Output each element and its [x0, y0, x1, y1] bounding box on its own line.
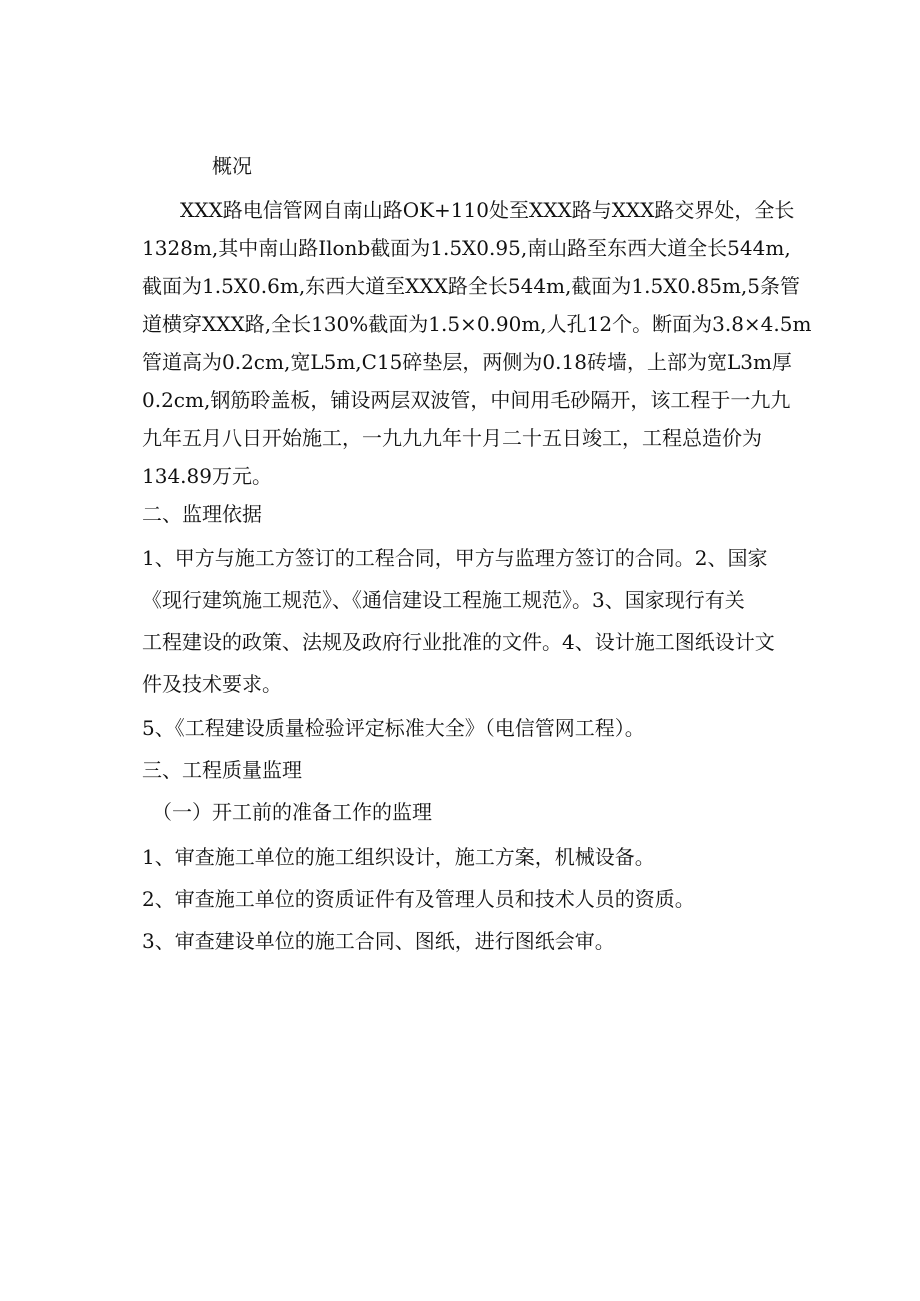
section2-line: 工程建设的政策、法规及政府行业批准的文件。4、设计施工图纸设计文 — [142, 630, 775, 654]
overview-line: XXX路电信管网自南山路OK+110处至XXX路与XXX路交界处，全长 — [180, 198, 795, 222]
overview-line: 九年五月八日开始施工，一九九九年十月二十五日竣工，工程总造价为 — [142, 426, 762, 450]
overview-title: 概况 — [212, 154, 252, 178]
section3-sub-heading: （一）开工前的准备工作的监理 — [152, 800, 432, 824]
section3-item: 1、审查施工单位的施工组织设计，施工方案，机械设备。 — [142, 845, 655, 869]
section2-line: 1、甲方与施工方签订的工程合同，甲方与监理方签订的合同。2、国家 — [142, 546, 768, 570]
overview-line: 1328m,其中南山路Ilonb截面为1.5X0.95,南山路至东西大道全长544m, — [142, 236, 791, 260]
section3-item: 3、审查建设单位的施工合同、图纸，进行图纸会审。 — [142, 929, 615, 953]
section2-line: 件及技术要求。 — [142, 672, 282, 696]
section2-heading: 二、监理依据 — [142, 502, 262, 526]
section2-item-5: 5、《工程建设质量检验评定标准大全》（电信管网工程）。 — [142, 716, 645, 740]
section2-line: 《现行建筑施工规范》、《通信建设工程施工规范》。3、国家现行有关 — [142, 588, 745, 612]
overview-line: 0.2cm,钢筋聆盖板，铺设两层双波管，中间用毛砂隔开，该工程于一九九 — [142, 388, 791, 412]
overview-line: 截面为1.5X0.6m,东西大道至XXX路全长544m,截面为1.5X0.85m,5条管 — [142, 274, 801, 298]
overview-line: 管道高为0.2cm,宽L5m,C15碎垫层，两侧为0.18砖墙，上部为宽L3m厚 — [142, 350, 792, 374]
section3-item: 2、审查施工单位的资质证件有及管理人员和技术人员的资质。 — [142, 887, 695, 911]
section3-heading: 三、工程质量监理 — [142, 758, 302, 782]
overview-line: 134.89万元。 — [142, 464, 272, 488]
overview-line: 道横穿XXX路,全长130%截面为1.5×0.90m,人孔12个。断面为3.8×4.5m — [142, 312, 812, 336]
